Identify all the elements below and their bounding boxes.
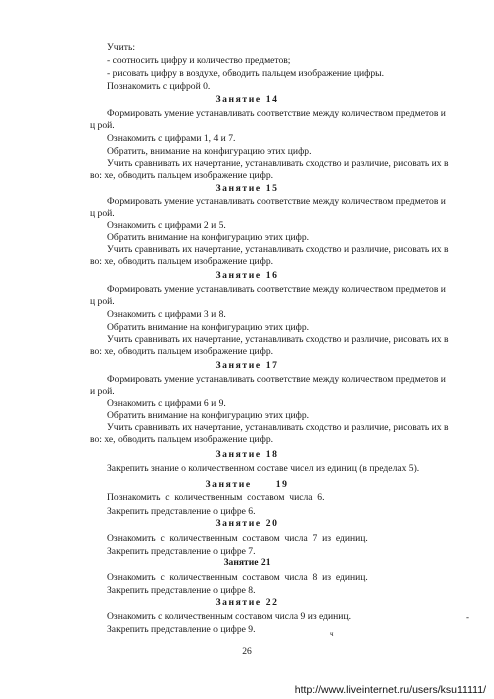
lesson-heading: Занятие 15 xyxy=(215,183,279,194)
paragraph-line: Учить сравнивать их начертание, устанавливать сходство и различие, рисовать их в xyxy=(107,422,449,433)
paragraph-line: во: хе, обводить пальцем изображение цифр. xyxy=(90,170,274,181)
intro-line: - соотносить цифру и количество предметов; xyxy=(107,55,291,66)
page-number: 26 xyxy=(242,646,252,657)
paragraph-line: Закрепить представление о цифре 8. xyxy=(107,585,256,596)
paragraph-line: и рой. xyxy=(90,386,115,397)
paragraph-line: Ознакомить с количественным составом числа 7 из единиц. xyxy=(107,533,368,544)
paragraph-line: Обратить внимание на конфигурацию этих цифр. xyxy=(107,410,310,421)
paragraph-line: Ознакомить с количественным составом числа 8 из единиц. xyxy=(107,572,368,583)
paragraph-line: Учить сравнивать их начертание, устанавливать сходство и различие, рисовать их в xyxy=(107,244,449,255)
paragraph-line: Формировать умение устанавливать соответствие между количеством предметов и xyxy=(107,196,446,207)
paragraph-line: Ознакомить с цифрами 1, 4 и 7. xyxy=(107,133,236,144)
paragraph-line: Ознакомить с количественным составом числа 9 из единиц. xyxy=(107,611,351,622)
lesson-heading: Занятие 14 xyxy=(215,94,279,105)
paragraph-line: во: хе, обводить пальцем изображение цифр. xyxy=(90,434,274,445)
paragraph-line: Учить сравнивать их начертание, устанавливать сходство и различие, рисовать их в xyxy=(107,334,449,345)
paragraph-line: Обратить внимание на конфигурацию этих цифр. xyxy=(107,232,310,243)
lesson-heading: Занятие 16 xyxy=(215,270,279,281)
intro-line: Учить: xyxy=(107,42,135,53)
paragraph-line: Ознакомить с цифрами 6 и 9. xyxy=(107,398,226,409)
intro-line: - рисовать цифру в воздухе, обводить пальцем изображение цифры. xyxy=(107,68,384,79)
stray-tick-mark: ч xyxy=(330,630,334,638)
paragraph-line: Формировать умение устанавливать соответствие между количеством предметов и xyxy=(107,374,446,385)
paragraph-line: ц рой. xyxy=(90,208,115,219)
lesson-heading: Занятие 22 xyxy=(215,597,279,608)
paragraph-line: Обратить внимание на конфигурацию этих цифр. xyxy=(107,322,310,333)
paragraph-line: во: хе, обводить пальцем изображение цифр. xyxy=(90,256,274,267)
intro-line: Познакомить с цифрой 0. xyxy=(107,81,211,92)
paragraph-line: Закрепить представление о цифре 7. xyxy=(107,546,256,557)
lesson-heading: Занятие 18 xyxy=(215,449,279,460)
paragraph-line: ц рой. xyxy=(90,296,115,307)
paragraph-line: Закрепить представление о цифре 9. xyxy=(107,624,256,635)
lesson-heading: Занятие 17 xyxy=(215,360,279,371)
paragraph-line: Учить сравнивать их начертание, устанавливать сходство и различие, рисовать их в xyxy=(107,158,449,169)
paragraph-line: Ознакомить с цифрами 2 и 5. xyxy=(107,220,226,231)
paragraph-line: во: хе, обводить пальцем изображение цифр. xyxy=(90,346,274,357)
paragraph-line: Формировать умение устанавливать соответствие между количеством предметов и xyxy=(107,284,446,295)
paragraph-line: ц рой. xyxy=(90,120,115,131)
lesson-heading: Занятие 21 xyxy=(223,557,271,568)
paragraph-line: Ознакомить с цифрами 3 и 8. xyxy=(107,309,226,320)
paragraph-line: Закрепить знание о количественном составе чисел из единиц (в пределах 5). xyxy=(107,463,420,474)
stray-dash-mark: - xyxy=(466,612,469,622)
lesson-heading: Занятие 19 xyxy=(205,479,289,490)
paragraph-line: Закрепить представление о цифре 6. xyxy=(107,506,256,517)
paragraph-line: Познакомить с количественным составом числа 6. xyxy=(107,492,325,503)
watermark-url: http://www.liveinternet.ru/users/ksu11111/ xyxy=(294,684,486,696)
paragraph-line: Формировать умение устанавливать соответствие между количеством предметов и xyxy=(107,108,446,119)
lesson-heading: Занятие 20 xyxy=(215,518,279,529)
paragraph-line: Обратить, внимание на конфигурацию этих цифр. xyxy=(107,146,312,157)
